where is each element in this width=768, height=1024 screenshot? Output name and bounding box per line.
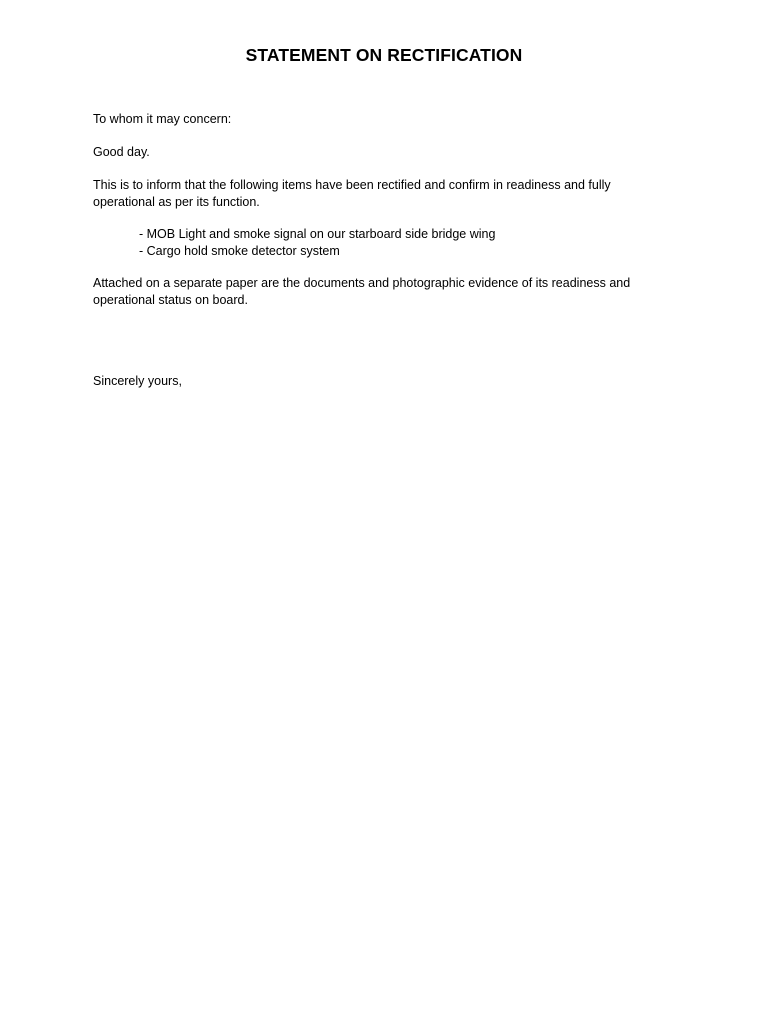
rectified-items-list [139, 226, 659, 259]
rectified-item: - MOB Light and smoke signal on our starboard side bridge wing [139, 227, 496, 241]
attachment-paragraph: Attached on a separate paper are the documents and photographic evidence of its readiness and operational status on board. [93, 276, 631, 307]
salutation-text: To whom it may concern: [93, 112, 232, 126]
rectified-item: - Cargo hold smoke detector system [139, 243, 340, 258]
intro-paragraph: This is to inform that the following items have been rectified and confirm in readiness and fully operational as per its function. [93, 178, 611, 209]
document-title: STATEMENT ON RECTIFICATION [245, 45, 523, 65]
greeting-text: Good day. [93, 145, 150, 159]
closing-text: Sincerely yours, [93, 374, 182, 388]
